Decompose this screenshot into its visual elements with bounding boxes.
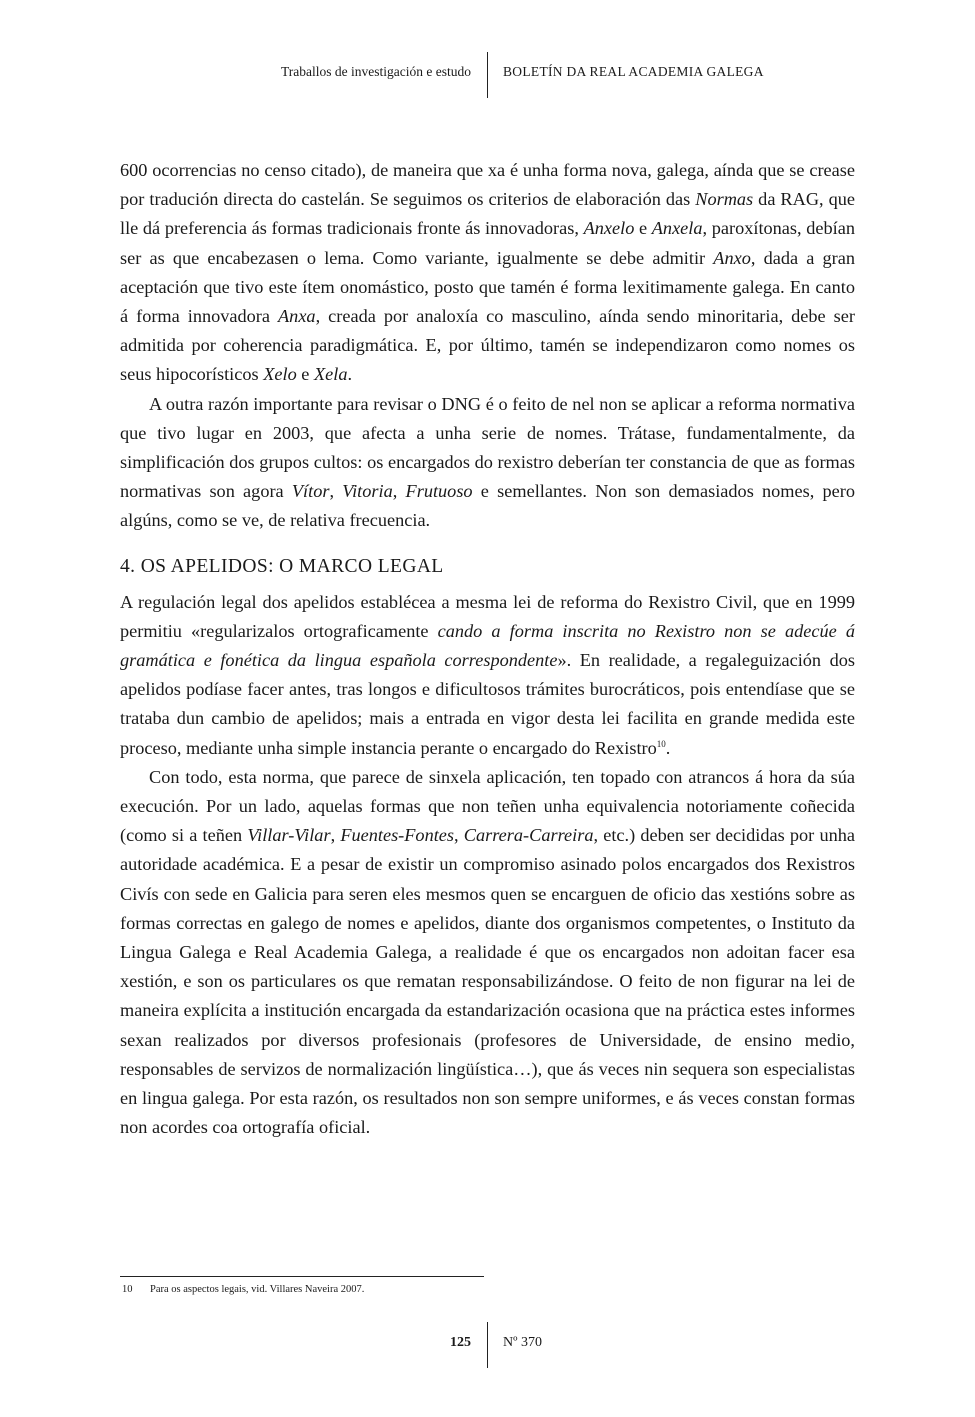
italic-run: Vítor <box>291 481 330 502</box>
italic-run: Anxa <box>278 306 316 327</box>
paragraph-2: A outra razón importante para revisar o DNG é o feito de nel non se aplicar a reforma normativa que tivo lugar en 2003, que afecta a unha serie de nomes. Trátase, fundamentalmente, da simplificación dos grupos cultos: os encargados do rexistro deberían ter constancia de que as formas normativas son agora Vítor, Vitoria, Frutuoso e semellantes. Non son demasiados nomes, pero algúns, como se ve, de relativa frecuencia. <box>120 393 856 531</box>
italic-run: Anxelo <box>583 218 635 239</box>
paragraph-1: 600 ocorrencias no censo citado), de maneira que xa é unha forma nova, galega, aínda que se crease por tradución directa do castelán. Se seguimos os criterios de elaboración das Normas da RAG, que lle dá preferencia ás formas tradicionais fronte ás innovadoras, Anxelo e Anxela, paroxítonas, debían ser as que encabezasen o lema. Como variante, igualmente se debe admitir Anxo, dada a gran aceptación que tivo este ítem onomástico, posto que tamén é forma lexitimamente galega. En canto á forma innovadora Anxa, creada por analoxía co masculino, aínda sendo minoritaria, debe ser admitida por coherencia paradigmática. E, por último, tamén se independizaron como nomes os seus hipocorísticos Xelo e Xela. <box>120 160 856 385</box>
footnote <box>122 1284 364 1295</box>
italic-run: Anxela <box>651 218 703 239</box>
italic-run: Villar-Vilar <box>247 825 331 846</box>
italic-run: Normas <box>695 189 754 210</box>
paragraph-3: A regulación legal dos apelidos establécea a mesma lei de reforma do Rexistro Civil, que en 1999 permitiu «regularizalos ortograficamente cando a forma inscrita no Rexistro non se adecúe á gramática e fonética da lingua española correspondente». En realidade, a regaleguización dos apelidos podíase facer antes, tras longos e dificultosos trámites burocráticos, pois entendíase que se trataba dun cambio de apelidos; mais a entrada en vigor desta lei facilita en grande medida este proceso, mediante unha simple instancia perante o encargado do Rexistro$^{10}$. <box>120 591 855 758</box>
italic-run: Xela <box>313 364 348 385</box>
header-journal-title: BOLETÍN DA REAL ACADEMIA GALEGA <box>503 64 764 79</box>
footnote-rule <box>120 1276 484 1277</box>
footnote-text: Para os aspectos legais, vid. Villares Naveira 2007. <box>150 1284 365 1295</box>
italic-run: Xelo <box>263 364 297 385</box>
italic-run: Vitoria <box>342 481 393 502</box>
paragraph-4: Con todo, esta norma, que parece de sinxela aplicación, ten topado con atrancos á hora da súa execución. Por un lado, aquelas formas que non teñen unha equivalencia notoriamente coñecida (como si a teñen Villar-Vilar, Fuentes-Fontes, Carrera-Carreira, etc.) deben ser decididas por unha autoridade académica. E a pesar de existir un compromiso asinado polos encargados dos Rexistros Civís con sede en Galicia para seren eles mesmos quen se encarguen de oficio das xestións sobre as formas correctas en galego de nomes e apelidos, diante dos organismos competentes, o Instituto da Lingua Galega e Real Academia Galega, a realidade é que os encargados non adoitan facer esa xestión, e son os particulares os que rematan responsabilizándose. O feito de non figurar na lei de maneira explícita a institución encargada da estandarización ocasiona que na práctica estes informes sexan realizados por diversos profesionais (profesores de Universidade, de ensino medio, responsables de servizos de normalización lingüística…), que ás veces nin sequera son especialistas en lingua galega. Por esta razón, os resultados non son sempre uniformes, e ás veces constan formas non acordes coa ortografía oficial. <box>120 766 855 1138</box>
header-divider <box>487 52 488 98</box>
footnote-number: 10 <box>122 1284 133 1295</box>
header-section-title: Traballos de investigación e estudo <box>281 64 471 79</box>
section-heading: 4. OS APELIDOS: O MARCO LEGAL <box>120 555 444 577</box>
footnote-ref[interactable]: 10 <box>656 738 666 749</box>
page-number: 125 <box>450 1335 471 1350</box>
main-text <box>120 156 855 1143</box>
italic-run: Fuentes-Fontes <box>340 825 455 846</box>
issue-number: Nº 370 <box>503 1335 542 1350</box>
italic-run: Carrera-Carreira <box>463 825 594 846</box>
italic-run: cando a forma inscrita no Rexistro non se adecúe á gramática e fonética da lingua española correspondente <box>120 620 855 671</box>
footer-divider <box>487 1322 488 1368</box>
italic-run: Anxo <box>713 247 751 268</box>
italic-run: Frutuoso <box>405 481 473 502</box>
page-footer <box>0 1322 975 1368</box>
running-header <box>0 52 975 98</box>
